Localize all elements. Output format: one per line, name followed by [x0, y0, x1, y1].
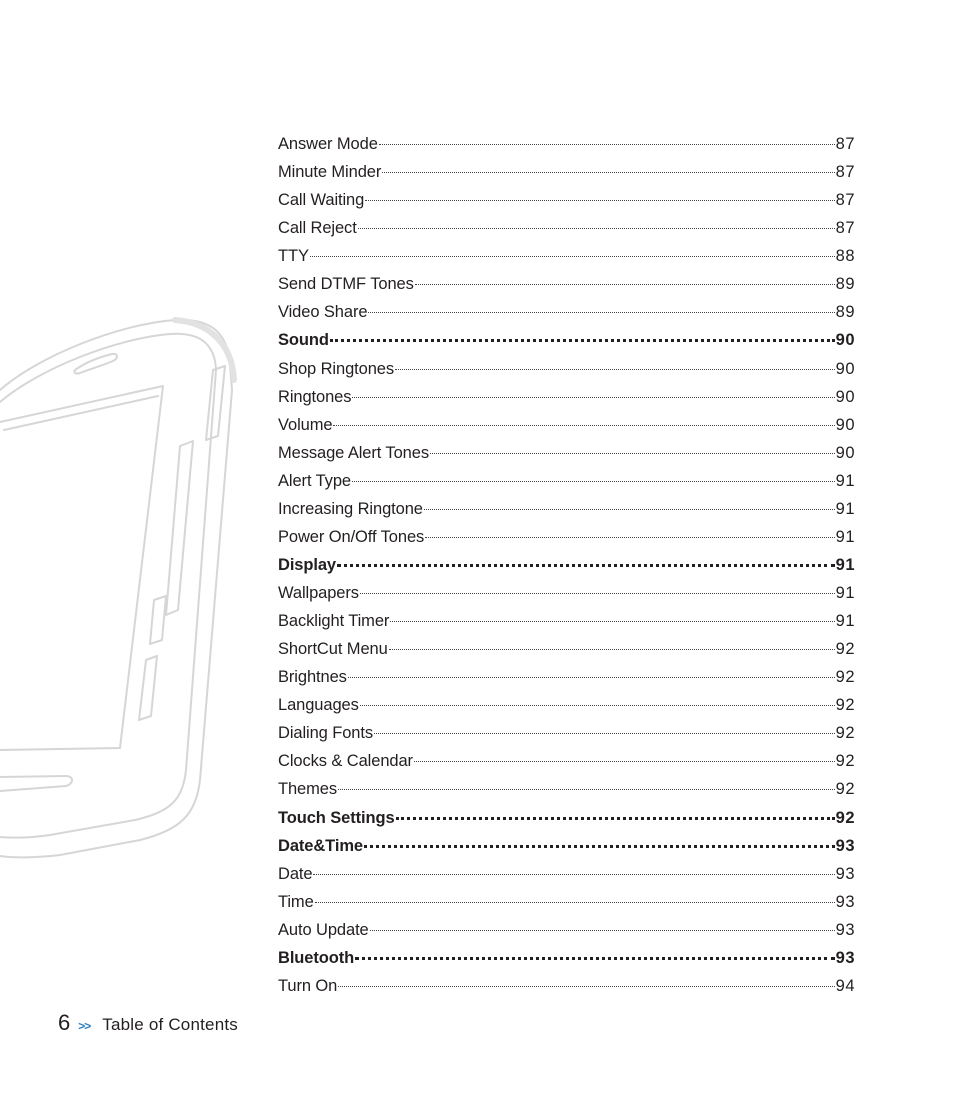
toc-entry-page: 92 [835, 696, 855, 715]
table-of-contents-list [278, 130, 855, 1000]
toc-dot-leader [364, 845, 835, 848]
toc-dot-leader [424, 509, 835, 510]
toc-section-entry[interactable] [278, 551, 855, 579]
toc-entry-title: Wallpapers [278, 584, 359, 602]
toc-entry-page: 87 [835, 163, 855, 182]
toc-entry[interactable] [278, 579, 855, 607]
toc-dot-leader [430, 453, 835, 454]
toc-entry[interactable] [278, 691, 855, 719]
toc-entry-title: Sound [278, 331, 329, 350]
phone-outline-illustration [0, 310, 250, 870]
page-footer [58, 1010, 238, 1042]
toc-section-entry[interactable] [278, 944, 855, 972]
toc-entry[interactable] [278, 439, 855, 467]
toc-entry-title: Volume [278, 415, 333, 434]
toc-dot-leader [315, 902, 835, 903]
toc-entry-title: Date&Time [278, 836, 363, 855]
toc-entry-title: Bluetooth [278, 948, 355, 967]
toc-entry-page: 87 [835, 219, 855, 238]
toc-dot-leader [374, 733, 835, 734]
toc-dot-leader [396, 817, 835, 820]
toc-entry-title: Clocks & Calendar [278, 752, 413, 771]
toc-dot-leader [368, 312, 834, 313]
toc-entry-page: 91 [835, 584, 855, 602]
toc-dot-leader [415, 284, 835, 285]
toc-entry-page: 93 [835, 920, 855, 939]
toc-entry-title: Backlight Timer [278, 612, 390, 631]
toc-dot-leader [365, 200, 834, 201]
toc-entry-title: Display [278, 555, 336, 574]
toc-entry-page: 92 [835, 752, 855, 771]
toc-entry[interactable] [278, 775, 855, 803]
toc-entry-page: 90 [835, 415, 855, 434]
page-number: 6 [58, 1010, 71, 1035]
toc-dot-leader [360, 593, 835, 594]
toc-section-entry[interactable] [278, 804, 855, 832]
toc-dot-leader [389, 649, 835, 650]
toc-dot-leader [352, 397, 834, 398]
toc-dot-leader [355, 957, 835, 960]
toc-entry-title: Shop Ringtones [278, 359, 395, 378]
toc-entry[interactable] [278, 158, 855, 186]
toc-entry-title: Answer Mode [278, 135, 378, 153]
toc-dot-leader [330, 339, 835, 342]
toc-section-entry[interactable] [278, 326, 855, 354]
toc-entry[interactable] [278, 719, 855, 747]
toc-entry[interactable] [278, 130, 855, 158]
toc-entry[interactable] [278, 888, 855, 916]
toc-entry-page: 91 [835, 499, 855, 518]
toc-entry[interactable] [278, 635, 855, 663]
toc-entry-title: Send DTMF Tones [278, 275, 414, 294]
toc-entry-page: 91 [835, 555, 855, 574]
toc-entry[interactable] [278, 467, 855, 495]
toc-dot-leader [370, 930, 835, 931]
toc-entry-title: Call Reject [278, 219, 357, 238]
toc-entry-title: Turn On [278, 976, 338, 995]
toc-entry-title: ShortCut Menu [278, 640, 388, 659]
toc-entry-page: 92 [835, 640, 855, 659]
toc-entry[interactable] [278, 411, 855, 439]
toc-entry-title: TTY [278, 247, 309, 266]
toc-entry-title: Call Waiting [278, 191, 365, 210]
toc-entry[interactable] [278, 298, 855, 326]
toc-entry-title: Brightnes [278, 668, 347, 687]
toc-entry[interactable] [278, 355, 855, 383]
toc-entry[interactable] [278, 916, 855, 944]
toc-entry-title: Dialing Fonts [278, 724, 373, 743]
toc-entry[interactable] [278, 607, 855, 635]
toc-dot-leader [358, 228, 835, 229]
toc-entry-title: Time [278, 892, 314, 911]
toc-entry-title: Power On/Off Tones [278, 527, 425, 546]
toc-entry[interactable] [278, 663, 855, 691]
toc-dot-leader [379, 144, 835, 145]
toc-entry-page: 91 [835, 527, 855, 546]
footer-section-title: Table of Contents [102, 1015, 238, 1034]
toc-entry-title: Video Share [278, 303, 368, 322]
toc-entry-page: 89 [835, 275, 855, 294]
toc-entry[interactable] [278, 270, 855, 298]
toc-entry-page: 92 [835, 724, 855, 743]
toc-entry-title: Message Alert Tones [278, 443, 429, 462]
toc-dot-leader [425, 537, 834, 538]
toc-entry-title: Minute Minder [278, 163, 382, 182]
toc-entry-title: Languages [278, 696, 359, 715]
toc-entry-page: 93 [835, 948, 855, 967]
toc-dot-leader [360, 705, 835, 706]
toc-section-entry[interactable] [278, 832, 855, 860]
toc-entry-title: Touch Settings [278, 808, 395, 827]
toc-entry-page: 89 [835, 303, 855, 322]
toc-entry[interactable] [278, 495, 855, 523]
toc-entry-page: 93 [835, 892, 855, 911]
toc-entry-title: Increasing Ringtone [278, 499, 423, 518]
toc-entry-page: 90 [835, 331, 855, 350]
toc-entry[interactable] [278, 747, 855, 775]
toc-entry[interactable] [278, 523, 855, 551]
toc-entry-page: 94 [835, 976, 855, 995]
toc-dot-leader [352, 481, 835, 482]
toc-entry-page: 87 [835, 191, 855, 210]
toc-dot-leader [310, 256, 835, 257]
toc-dot-leader [313, 874, 834, 875]
toc-entry-page: 87 [835, 135, 855, 153]
toc-dot-leader [348, 677, 835, 678]
toc-entry-title: Themes [278, 780, 338, 799]
toc-entry-page: 92 [835, 780, 855, 799]
toc-entry[interactable] [278, 186, 855, 214]
toc-entry[interactable] [278, 242, 855, 270]
toc-dot-leader [338, 789, 835, 790]
toc-entry[interactable] [278, 860, 855, 888]
toc-entry-page: 90 [835, 387, 855, 406]
toc-dot-leader [395, 369, 835, 370]
toc-dot-leader [414, 761, 835, 762]
toc-entry-page: 88 [835, 247, 855, 266]
toc-entry-page: 93 [835, 836, 855, 855]
toc-entry[interactable] [278, 383, 855, 411]
toc-entry-page: 91 [835, 471, 855, 490]
toc-entry-page: 92 [835, 668, 855, 687]
toc-entry[interactable] [278, 972, 855, 1000]
toc-entry-page: 90 [835, 359, 855, 378]
toc-entry-page: 90 [835, 443, 855, 462]
toc-dot-leader [333, 425, 834, 426]
toc-entry-title: Alert Type [278, 471, 351, 490]
toc-dot-leader [338, 986, 834, 987]
toc-dot-leader [337, 564, 835, 567]
toc-entry[interactable] [278, 214, 855, 242]
toc-entry-page: 91 [835, 612, 855, 631]
toc-entry-title: Auto Update [278, 920, 369, 939]
toc-entry-page: 93 [835, 864, 855, 883]
toc-entry-page: 92 [835, 808, 855, 827]
toc-dot-leader [390, 621, 834, 622]
toc-entry-title: Ringtones [278, 387, 352, 406]
toc-dot-leader [382, 172, 834, 173]
toc-entry-title: Date [278, 864, 313, 883]
double-chevron-right-icon: >> [78, 1019, 91, 1033]
